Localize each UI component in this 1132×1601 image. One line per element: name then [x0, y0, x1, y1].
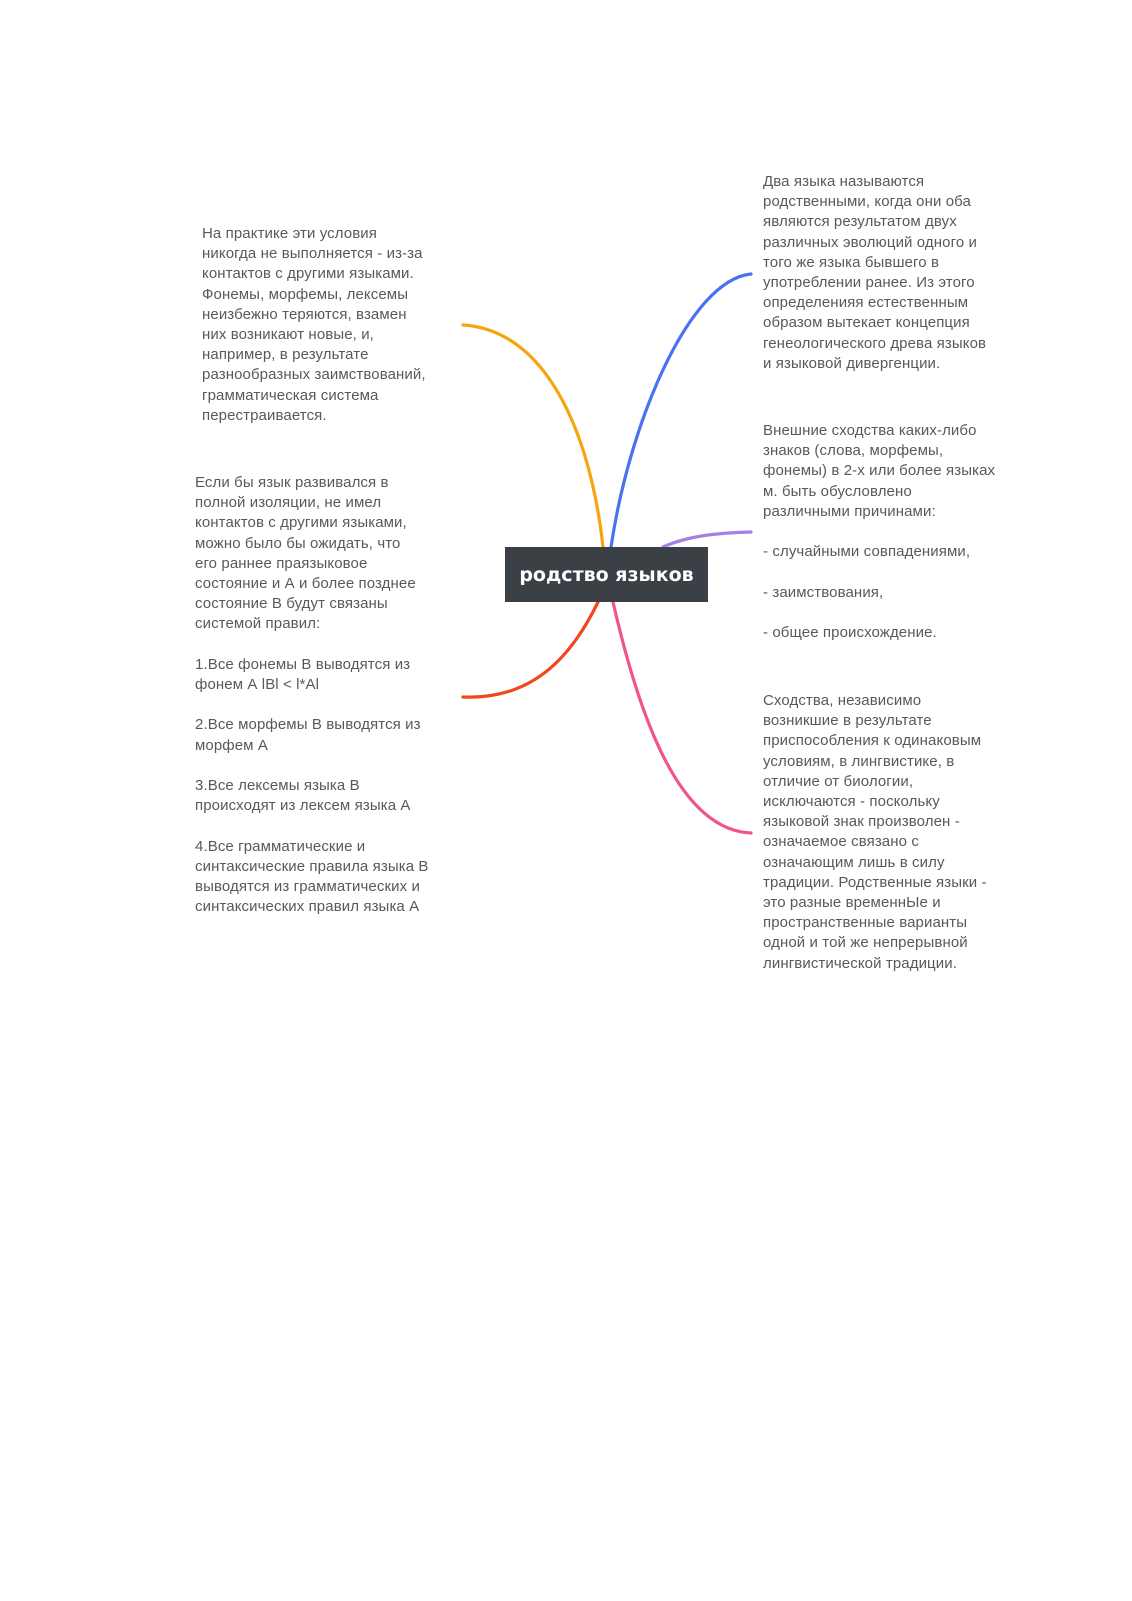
connector-practice — [463, 325, 603, 547]
branch-text-isolation[interactable]: Если бы язык развивался в полной изоляции, не имел контактов с другими языками, можно было бы ожидать, что его раннее праязыковое состояние и А и более позднее состояние В будут связаны системой правил: 1.Все фонемы В выводятся из фонем А lBl < l*Al 2.Все морфемы В выводятся из морфем А 3.Все лексемы языка В происходят из лексем языка А 4.Все грамматические и синтаксические правила языка В выводятся из грамматических и синтаксических правил языка А — [195, 474, 429, 916]
branch-text-adaptation[interactable]: Сходства, независимо возникшие в результате приспособления к одинаковым условиям, в лингвистике, в отличие от биологии, исключаются - поскольку языковой знак произволен - означаемое связано с означающим лишь в силу традиции. Родственные языки - это разные временнЫе и пространственные варианты одной и той же непрерывной лингвистической традиции. — [763, 692, 987, 972]
connector-isolation — [463, 602, 598, 697]
branch-text-definition[interactable]: Два языка называются родственными, когда они оба являются результатом двух различных эволюций одного и того же языка бывшего в употреблении ранее. Из этого определенияя естественным образом вытекает концепция генеологического древа языков и языковой дивергенции. — [763, 173, 987, 372]
connector-adaptation — [613, 602, 751, 833]
branch-text-external-similarity[interactable]: Внешние сходства каких-либо знаков (слова, морфемы, фонемы) в 2-х или более языках м. быть обусловлено различными причинами: - случайными совпадениями, - заимствования, - общее происхождение. — [763, 422, 996, 642]
connector-external-similarity — [663, 532, 751, 547]
connector-definition — [611, 274, 751, 547]
central-topic[interactable]: родство языков — [505, 547, 708, 602]
branch-text-practice[interactable]: На практике эти условия никогда не выполняется - из-за контактов с другими языками. Фонемы, морфемы, лексемы неизбежно теряются, взамен них возникают новые, и, например, в результате разнообразных заимствований, грамматическая система перестраивается. — [202, 225, 426, 424]
